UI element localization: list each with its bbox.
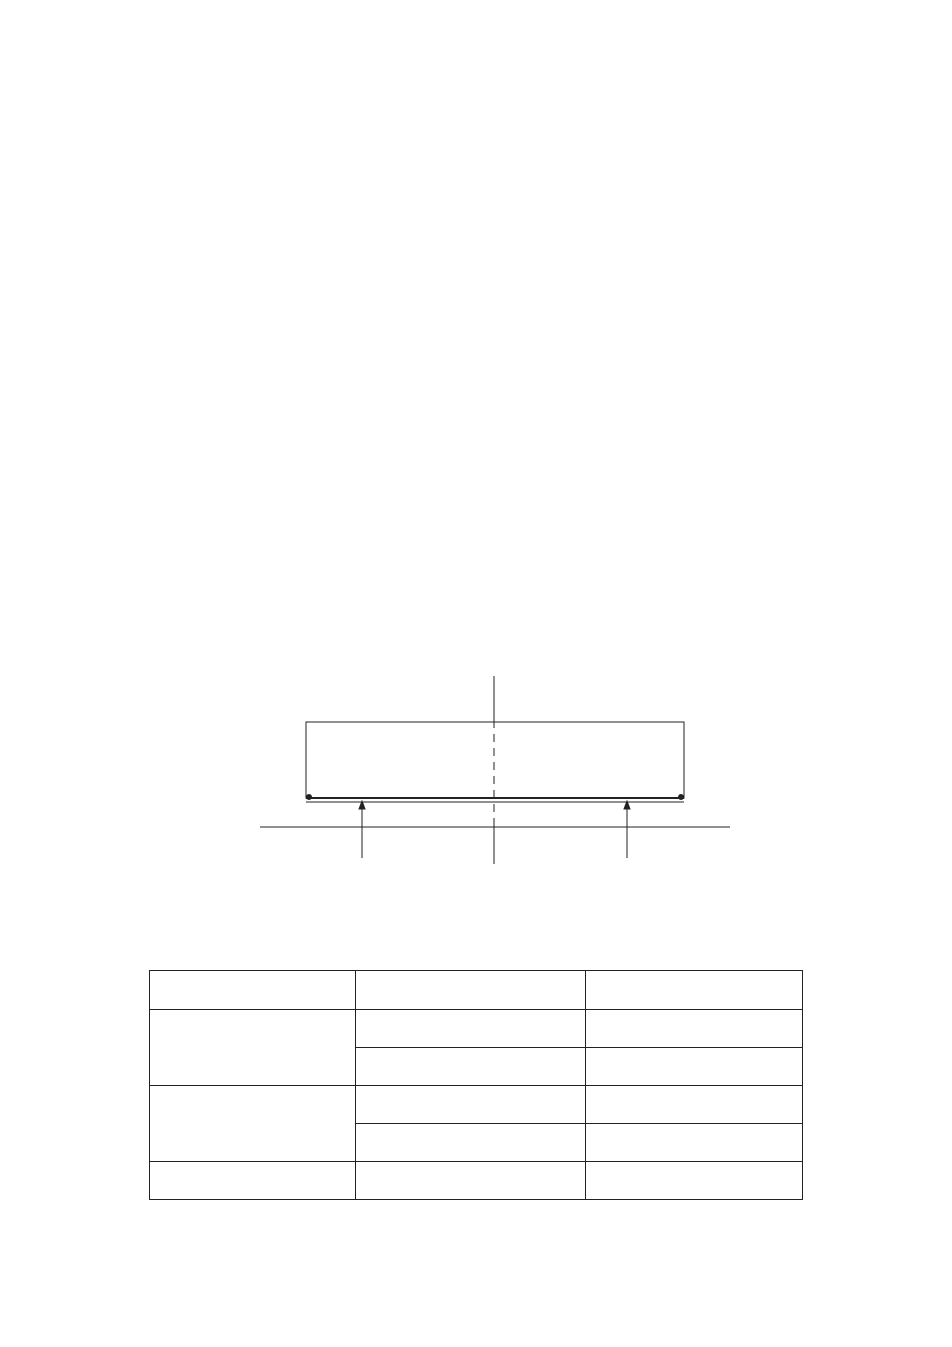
table-row	[150, 1162, 803, 1200]
cell-width	[355, 1124, 586, 1162]
cell-width	[355, 1162, 586, 1200]
header-width	[355, 971, 586, 1010]
cell-weight	[586, 1048, 803, 1086]
cell-weight	[586, 1124, 803, 1162]
cell-width	[355, 1048, 586, 1086]
header-weight	[586, 971, 803, 1010]
table-row	[150, 1010, 803, 1048]
table-row	[150, 1086, 803, 1124]
table-header-row	[150, 971, 803, 1010]
load-diagram	[250, 672, 740, 868]
cell-weight	[586, 1162, 803, 1200]
cell-length	[150, 1010, 356, 1086]
cell-length	[150, 1162, 356, 1200]
car-body	[306, 722, 684, 798]
cell-length	[150, 1086, 356, 1162]
load-table	[149, 970, 803, 1200]
end-dot-left	[307, 795, 312, 800]
cell-weight	[586, 1010, 803, 1048]
cell-width	[355, 1010, 586, 1048]
end-dot-right	[679, 795, 684, 800]
header-length	[150, 971, 356, 1010]
cell-width	[355, 1086, 586, 1124]
cell-weight	[586, 1086, 803, 1124]
